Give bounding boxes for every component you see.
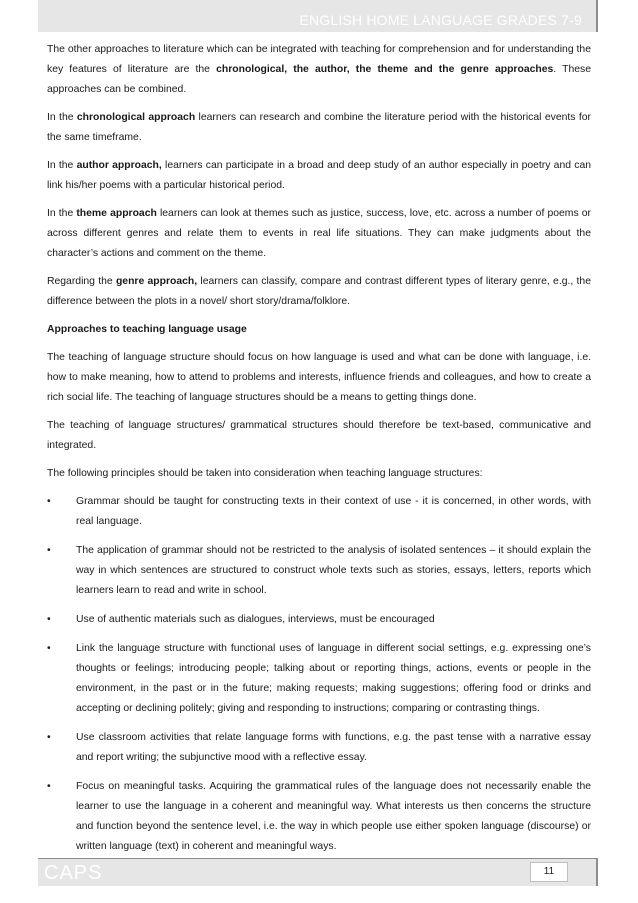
paragraph-author bbox=[47, 156, 591, 196]
list-item-text: Focus on meaningful tasks. Acquiring the grammatical rules of the language does not necessarily enable the learner to use the language in a coherent and meaningful way. What interests us then concerns the structure and function beyond the sentence level, i.e. the way in which people use either spoken language (discourse) or written language (text) in coherent and meaningful ways. bbox=[76, 781, 591, 852]
page-number: 11 bbox=[530, 862, 568, 882]
bold-term: chronological approach bbox=[76, 112, 196, 123]
paragraph-text: learners can look at themes such as justice, success, love, etc. across a number of poems or across different genres and relate them to events in real life situations. They can make judgments about the character’s actions and comment on the theme. bbox=[47, 208, 591, 259]
bold-term: author approach, bbox=[76, 160, 162, 171]
footer-brand: CAPS bbox=[44, 862, 103, 884]
paragraph-text: learners can classify, compare and contrast different types of literary genre, e.g., the difference between the plots in a novel/ short story/drama/folklore. bbox=[47, 276, 591, 307]
paragraph-text: learners can research and combine the literature period with the historical events for the same timeframe. bbox=[47, 112, 591, 143]
list-item-text: Link the language structure with functional uses of language in different social settings, e.g. expressing one’s thoughts or feelings; introducing people; talking about or reporting things, actions, events or people in the environment, in the past or in the future; making requests; making suggestions; offering food or drinks and accepting or declining politely; giving and responding to instructions; comparing or contrasting things. bbox=[76, 643, 591, 714]
page-content bbox=[47, 40, 591, 866]
paragraph-text: learners can participate in a broad and deep study of an author especially in poetry and can link his/her poems with a particular historical period. bbox=[47, 160, 592, 191]
bullet-marker: • bbox=[47, 732, 51, 743]
bold-term: chronological, the author, the theme and the genre approaches bbox=[216, 64, 554, 75]
paragraph-theme bbox=[47, 204, 591, 264]
bold-term: theme approach bbox=[76, 208, 157, 219]
section-heading: Approaches to teaching language usage bbox=[47, 324, 247, 335]
paragraph-text: In the bbox=[47, 160, 77, 171]
paragraph-principles-intro: The following principles should be taken into consideration when teaching language structures: bbox=[47, 468, 483, 479]
principles-list bbox=[47, 492, 591, 857]
paragraph-text: Regarding the bbox=[47, 276, 116, 287]
bold-term: genre approach, bbox=[115, 276, 198, 287]
paragraph-language-structure: The teaching of language structure should focus on how language is used and what can be done with language, i.e. how to make meaning, how to attend to problems and interests, influence friends and colleagues, and how to create a rich social life. The teaching of language structures should be a means to getting things done. bbox=[47, 352, 591, 403]
list-item-text: Grammar should be taught for constructing texts in their context of use - it is concerned, in other words, with real language. bbox=[76, 496, 591, 527]
bullet-marker: • bbox=[47, 496, 51, 507]
bullet-marker: • bbox=[47, 643, 51, 654]
paragraph-chronological bbox=[47, 108, 591, 148]
paragraph-genre bbox=[47, 272, 591, 312]
list-item bbox=[47, 610, 591, 630]
list-item-text: Use classroom activities that relate language forms with functions, e.g. the past tense with a narrative essay and report writing; the subjunctive mood with a reflective essay. bbox=[76, 732, 591, 763]
paragraph-approaches-intro bbox=[47, 40, 591, 100]
list-item bbox=[47, 492, 591, 532]
list-item-text: The application of grammar should not be restricted to the analysis of isolated sentences – it should explain the way in which sentences are structured to construct whole texts such as stories, essays, letters, reports which learners learn to read and write in school. bbox=[76, 545, 591, 596]
paragraph-text: . These approaches can be combined. bbox=[47, 64, 592, 95]
list-item bbox=[47, 777, 591, 857]
paragraph-text: In the bbox=[47, 112, 77, 123]
list-item-text: Use of authentic materials such as dialogues, interviews, must be encouraged bbox=[76, 614, 435, 625]
page-footer bbox=[38, 858, 598, 886]
page-header bbox=[38, 0, 598, 32]
list-item bbox=[47, 541, 591, 601]
bullet-marker: • bbox=[47, 781, 51, 792]
paragraph-text: In the bbox=[47, 208, 77, 219]
paragraph-text: The other approaches to literature which can be integrated with teaching for comprehension and for understanding the key features of literature are the bbox=[47, 44, 591, 75]
list-item bbox=[47, 639, 591, 719]
header-title: ENGLISH HOME LANGUAGE GRADES 7-9 bbox=[299, 12, 582, 28]
list-item bbox=[47, 728, 591, 768]
paragraph-text-based: The teaching of language structures/ grammatical structures should therefore be text-based, communicative and integrated. bbox=[47, 420, 591, 451]
bullet-marker: • bbox=[47, 545, 51, 556]
bullet-marker: • bbox=[47, 614, 51, 625]
